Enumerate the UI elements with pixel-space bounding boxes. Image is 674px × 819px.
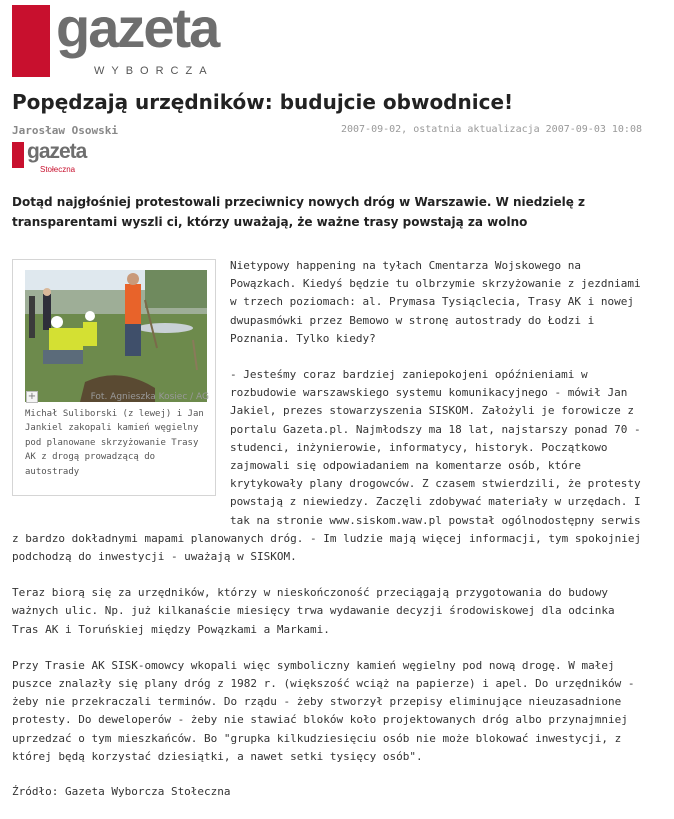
- paragraph: - Jesteśmy coraz bardziej zaniepokojeni opóźnieniami w rozbudowie warszawskiego systemu komunikacyjnego - mówił Jan Jakiel, prezes stowarzyszenia SISKOM. Założyli je forowicze z portalu Gazeta.pl. Najmłodszy ma 18 lat, najstarszy ponad 70 - studenci, inżynierowie, informatycy, historyk. Początkowo zajmowali się odpowiadaniem na komentarze osób, które krytykowały plany drogowców. Z czasem stwierdzili, że protesty powstają z niewiedzy. Zaczęli zdobywać materiały w urzędach. I tak na stronie www.siskom.waw.pl powstał ogólnodostępny serwis z bardzo dokładnymi mapami planowanych dróg. - Im ludzie mają więcej informacji, tym spokojniej podchodzą do inwestycji - uważają w SISKOM.: [12, 368, 642, 564]
- mini-logo-red-bar: [12, 142, 24, 168]
- paragraph: Nietypowy happening na tyłach Cmentarza Wojskowego na Powązkach. Kiedyś będzie tu olbrzymie skrzyżowanie z jezdniami w trzech poziomach: al. Prymasa Tysiąclecia, Trasy AK i nowej dwupasmówki przez Bemowo w stronę autostrady do Łodzi i Poznania. Tylko kiedy?: [230, 259, 641, 345]
- mini-logo-subtitle: Stołeczna: [40, 165, 76, 174]
- enlarge-plus-icon[interactable]: +: [27, 391, 37, 402]
- article-date: 2007-09-02, ostatnia aktualizacja 2007-09-03 10:08: [340, 124, 642, 135]
- photo-credit: Fot. Agnieszka Kosiec / AG: [90, 392, 209, 402]
- article-author[interactable]: Jarosław Osowski: [12, 124, 118, 137]
- gazeta-stoleczna-logo[interactable]: [12, 142, 102, 176]
- photo-box: [12, 259, 216, 496]
- paragraph: Teraz biorą się za urzędników, którzy w nieskończoność przeciągają przygotowania do budowy ważnych ulic. Np. już kilkanaście miesięcy trwa wydawanie decyzji środowiskowej dla odcinka Tras AK i Toruńskiej między Powązkami a Markami.: [12, 586, 615, 636]
- gazeta-wyborcza-logo[interactable]: [12, 0, 222, 83]
- article-photo[interactable]: [25, 270, 207, 402]
- article-lead: Dotąd najgłośniej protestowali przeciwnicy nowych dróg w Warszawie. W niedzielę z transparentami wyszli ci, którzy uważają, że ważne trasy powstają za wolno: [12, 195, 586, 229]
- logo-wordmark: gazeta: [56, 0, 219, 59]
- photo-caption: Michał Suliborski (z lewej) i Jan Jankiel zakopali kamień węgielny pod planowane skrzyżowanie Trasy AK z drogą prowadzącą do autostrady: [25, 409, 204, 477]
- paragraph: Przy Trasie AK SISK-omowcy wkopali więc symboliczny kamień węgielny pod nową drogę. W małej puszce znalazły się plany dróg z 1982 r. (większość wciąż na papierze) i apel. Do urzędników - żeby nie przekraczali terminów. Do rządu - żeby stworzył przepisy eliminujące nieuzasadnione protesty. Do deweloperów - żeby nie stawiać bloków koło projektowanych dróg albo przynajmniej uprzedzać o tym mieszkańców. Bo "grupka kilkudziesięciu osób nie może blokować inwestycji, z której będą korzystać dziesiątki, a nawet setki tysięcy osób".: [12, 658, 635, 763]
- article-title: Popędzają urzędników: budujcie obwodnice!: [12, 90, 514, 114]
- logo-red-bar: [12, 5, 50, 77]
- logo-subtitle: WYBORCZA: [94, 65, 214, 77]
- source-line: Źródło: Gazeta Wyborcza Stołeczna: [12, 785, 231, 799]
- mini-logo-wordmark: gazeta: [27, 140, 87, 163]
